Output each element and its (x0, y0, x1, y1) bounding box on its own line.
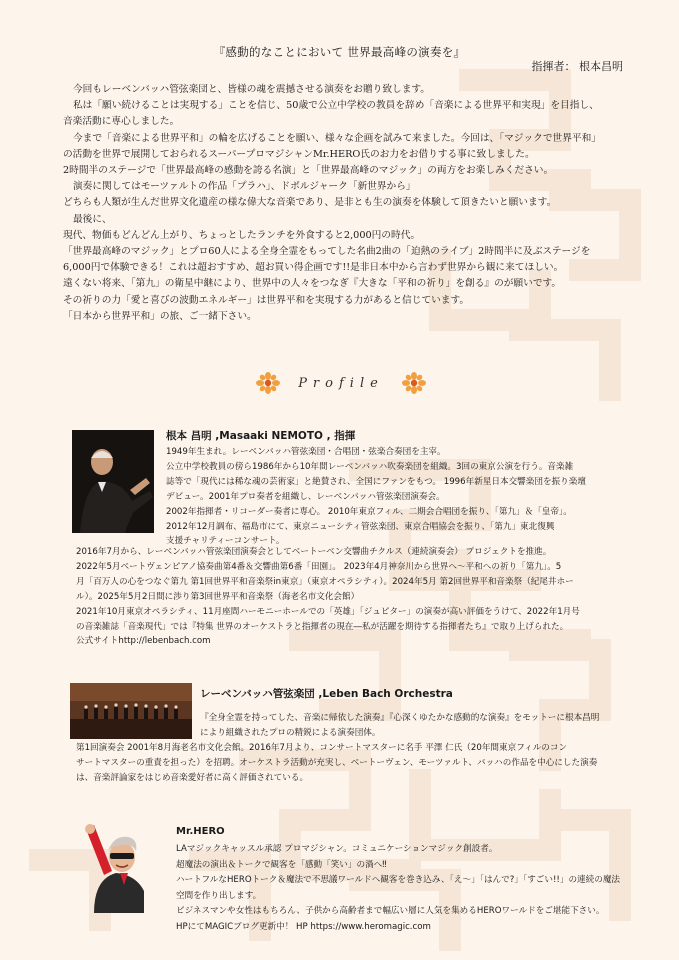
intro-line: どちらも人類が生んだ世界文化遺産の様な偉大な音楽であり、是非とも生の演奏を体験して頂きたいと願います。 (63, 197, 557, 209)
intro-line: の活動を世界で展開しておられるスーパープロマジシャンMr.HERO氏のお力をお借りする事に致しました。 (63, 148, 535, 160)
bio-line: ル）。2025年5月2日間に渉り第3回世界平和音楽祭（海老名市文化会館） (76, 591, 360, 602)
bio-line: 超魔法の演出＆トークで観客を「感動「笑い」の渦へ‼ (176, 859, 387, 870)
intro-line: 6,000円で体験できる！これは超おすすめ、超お買い得企画です!!是非日本中から言わず世界から観に来てほしい。 (63, 262, 564, 274)
conductor-bio-continued (76, 545, 656, 649)
orchestra-photo (70, 683, 192, 739)
conductor-bio (166, 445, 636, 549)
flower-ornament-icon (256, 372, 280, 394)
intro-line: 今回もレーベンバッハ管弦楽団と、皆様の魂を震撼させる演奏をお贈り致します。 (73, 84, 430, 95)
bio-line: ビジネスマンや女性はもちろん、子供から高齢者まで幅広い層に人気を集めるHEROワールドをご堪能下さい。 (176, 906, 605, 917)
bio-line: 2012年12月調布、福島市にて、東京ニューシティ管弦楽団、東京合唱協会を振り、「第九」東北復興 (166, 521, 555, 532)
bio-line: 誌等で「現代には稀な魂の芸術家」と絶賛され、全国にファンをもつ。 1996年新星日本交響楽団を振り楽壇 (166, 476, 586, 487)
profile-heading-text: Profile (298, 375, 384, 391)
intro-line: 最後に、 (73, 213, 112, 225)
intro-line: 今まで「音楽による世界平和」の輪を広げることを願い、様々な企画を試みて来ました。今回は、「マジックで世界平和」 (73, 132, 601, 144)
bio-line: 支援チャリティーコンサート。 (166, 536, 285, 547)
magician-name: Mr.HERO (176, 826, 225, 837)
orchestra-bio-continued (76, 741, 597, 786)
intro-message (63, 82, 633, 325)
bio-line: デビュー。2001年プロ奏者を組織し、レーベンバッハ管弦楽団演奏会。 (166, 491, 445, 502)
official-site-line: 公式サイトhttp://lebenbach.com (76, 636, 211, 647)
orchestra-name: レーベンバッハ管弦楽団 ,Leben Bach Orchestra (200, 688, 453, 700)
profile-heading (256, 372, 426, 394)
magician-photo (84, 823, 158, 913)
bio-line: 2022年5月ベートヴェンピアノ協奏曲第4番＆交響曲第6番「田園」。 2023年4月神奈川から世界へ～平和への祈り「第九」。5 (76, 561, 562, 572)
bio-line: 2021年10月東京オペラシティ、11月座間ハーモニーホールでの「英雄」「ジュピター」の演奏が高い評価をうけて、2022年1月号 (76, 606, 580, 617)
bio-line: 2002年指揮者・リコーダー奏者に専心。 2010年東京フィル、二期会合唱団を振り、「第九」＆「皇帝」。 (166, 506, 572, 517)
conductor-credit: 指揮者： 根本昌明 (531, 60, 623, 73)
bio-line: 『全身全霊を持ってした、音楽に帰依した演奏』『心深くゆたかな感動的な演奏』をモットーに根本昌明 (200, 713, 600, 723)
conductor-photo (72, 430, 154, 533)
bio-line: LAマジックキャッスル承認 プロマジシャン。コミュニケーションマジック創設者。 (176, 844, 498, 854)
page-title: 『感動的なことにおいて 世界最高峰の演奏を』 (213, 45, 466, 59)
intro-line: 2時間半のステージで「世界最高峰の感動を誇る名演」と「世界最高峰のマジック」の両方をお楽しみください。 (63, 165, 554, 177)
orchestra-bio (200, 711, 599, 741)
flower-ornament-icon (402, 372, 426, 394)
intro-line: 「世界最高峰のマジック」とプロ60人による全身全霊をもってした名曲2曲の「迫熱のライブ」2時間半に及ぶステージを (63, 246, 591, 258)
intro-line: 演奏に関してはモーツァルトの作品「プラハ」、ドボルジャーク「新世界から」 (73, 181, 416, 193)
intro-line: その祈りの力「愛と喜びの波動エネルギー」は世界平和を実現する力があると信じています。 (63, 294, 470, 306)
bio-line: により組織されたプロの精鋭による演奏団体。 (200, 727, 381, 738)
bio-line: は、音楽評論家をはじめ音楽愛好者に高く評価されている。 (76, 772, 309, 783)
intro-line: 現代、物価もどんどん上がり、ちょっとしたランチを外食すると2,000円の時代。 (63, 229, 421, 241)
bio-line: 2016年7月から、レーベンバッハ管弦楽団演奏会としてベートーベン交響曲チクルス（連続演奏会） プロジェクトを推進。 (76, 547, 552, 557)
conductor-name: 根本 昌明 ,Masaaki NEMOTO , 指揮 (166, 430, 356, 442)
bio-line: 1949年生まれ。レーベンバッハ管弦楽団・合唱団・弦楽合奏団を主宰。 (166, 447, 446, 457)
bio-line: 公立中学校教員の傍ら1986年から10年間レーベンバッハ吹奏楽団を組織。3回の東京公演を行う。音楽雑 (166, 461, 574, 472)
intro-line: 「日本から世界平和」の旅、ご一緒下さい。 (63, 310, 257, 322)
homepage-line: HPにてMAGICブログ更新中！ HP https://www.heromagic.com (176, 921, 431, 932)
bio-line: 第1回演奏会 2001年8月海老名市文化会館。2016年7月より、コンサートマスターに名手 平澤 仁氏（20年間東京フィルのコン (76, 743, 568, 753)
magician-bio (176, 842, 620, 936)
bio-line: サートマスターの重責を担った）を招聘。オーケストラ活動が充実し、ベートーヴェン、モーツァルト、バッハの作品を中心にした演奏 (76, 757, 598, 768)
bio-line: 空間を作り出します。 (176, 890, 262, 901)
bio-line: の音楽雑誌「音楽現代」では『特集 世界のオーケストラと指揮者の現在―私が活躍を期待する指揮者たち』で取り上げられた。 (76, 621, 569, 632)
bio-line: 月「百万人の心をつなぐ第九 第1回世界平和音楽祭in東京」（東京オペラシティ）。2024年5月 第2回世界平和音楽祭（紀尾井ホー (76, 576, 574, 587)
intro-line: 遠くない将来、「第九」の衛星中継により、世界中の人々をつなぎ『大きな「平和の祈り」を創る』のが願いです。 (63, 278, 562, 290)
bio-line: ハートフルなHEROトーク＆魔法で不思議ワールドへ観客を巻き込み、「え～」「はんで?」「すごい!!」の連続の魔法 (176, 875, 621, 886)
intro-line: 私は「願い続けることは実現する」ことを信じ、50歳で公立中学校の教員を辞め「音楽による世界平和実現」を目指し、 (73, 100, 599, 112)
intro-line: 音楽活動に専心しました。 (63, 116, 180, 128)
